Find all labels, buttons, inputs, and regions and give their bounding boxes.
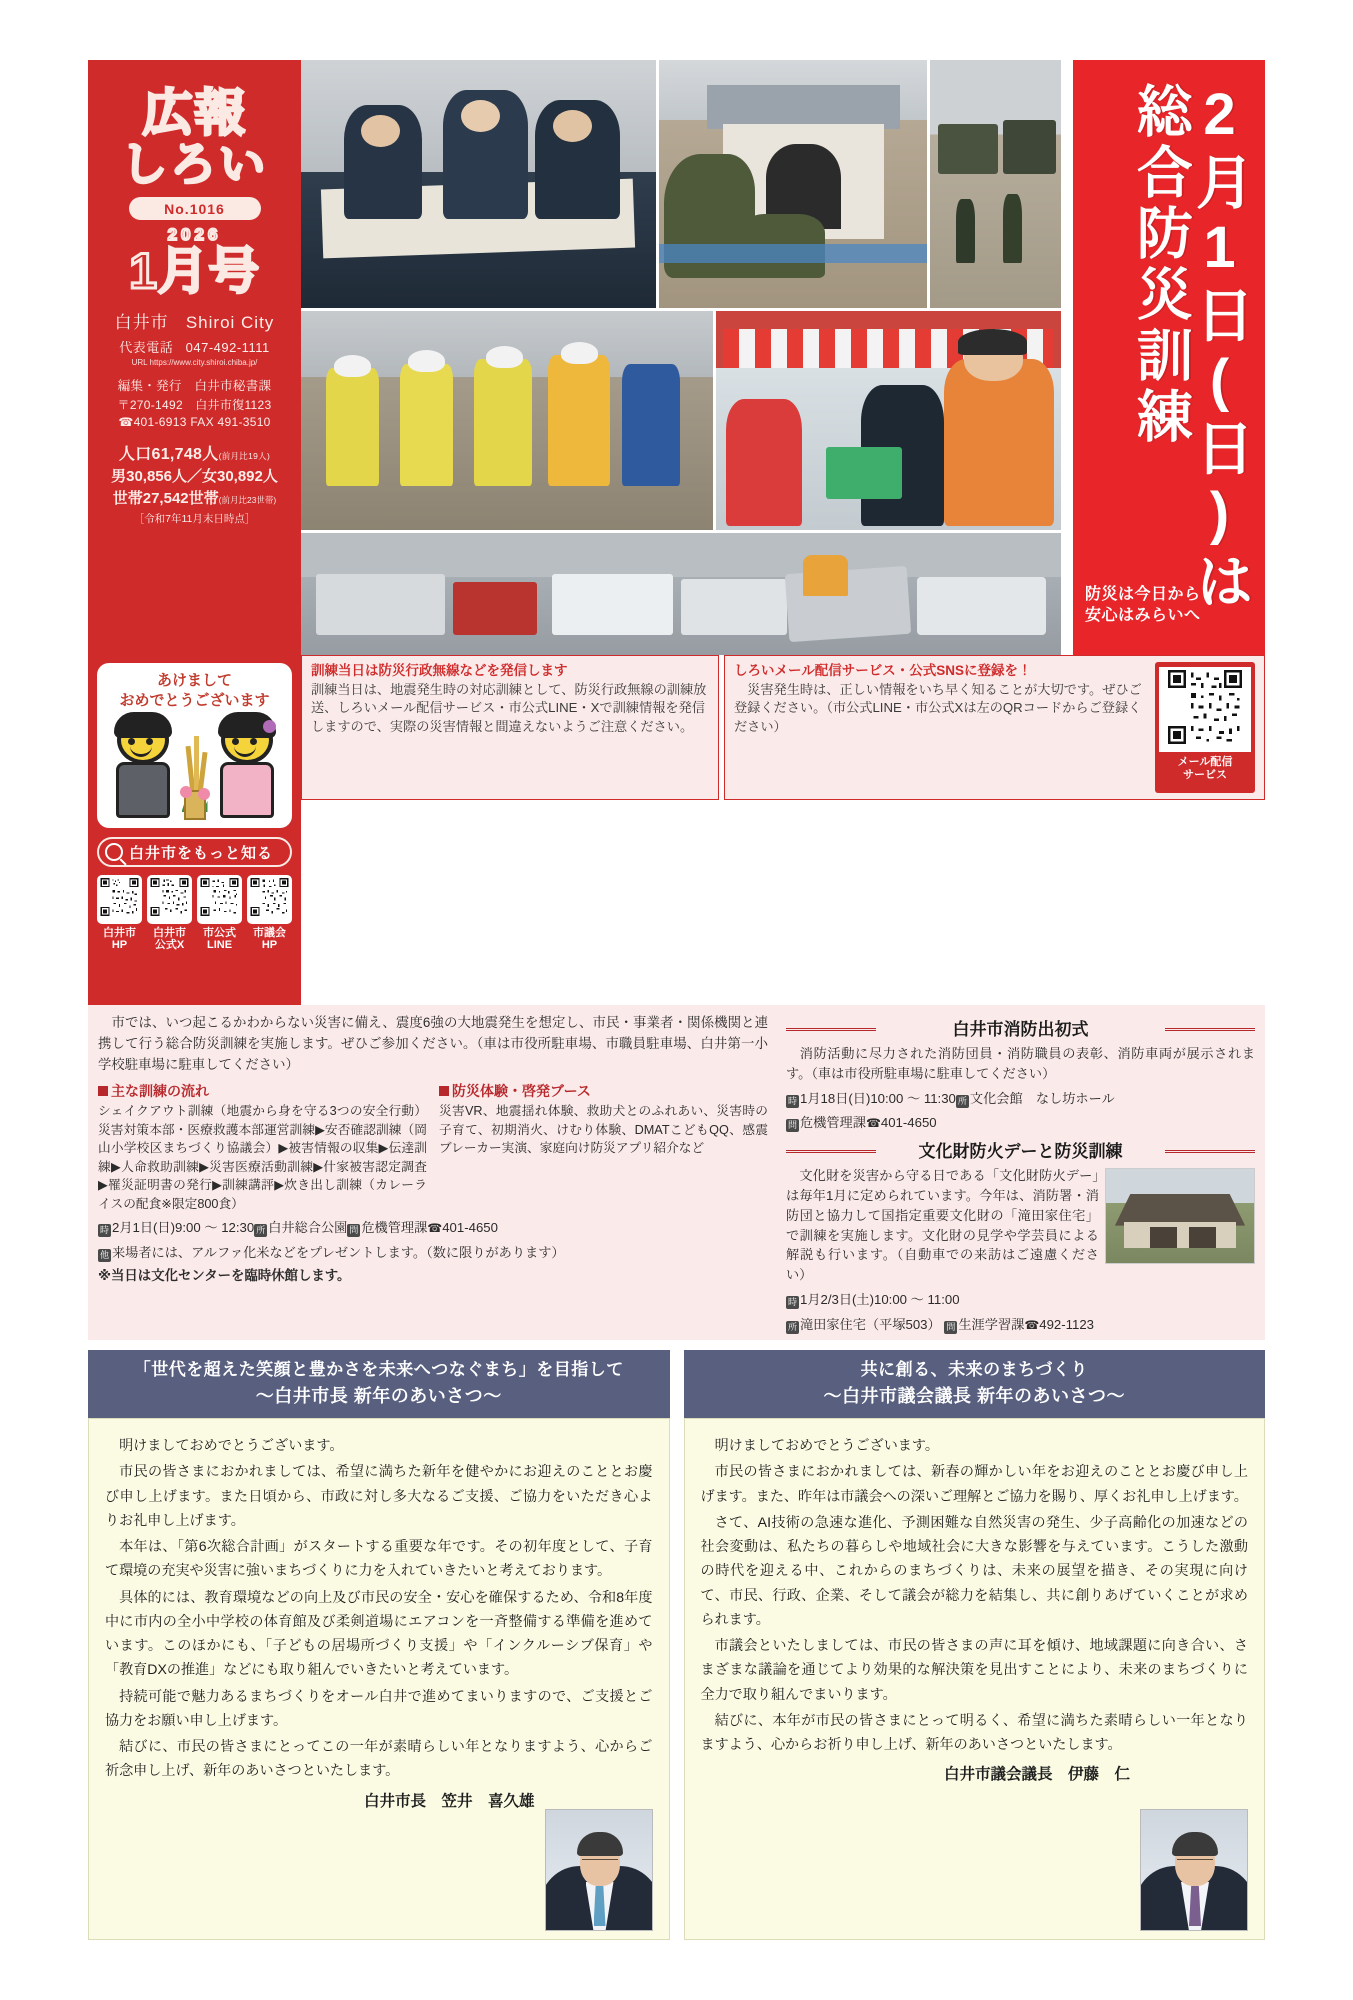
publisher-address: 〒270-1492 白井市復1123 <box>117 397 272 412</box>
drill-dept: 危機管理課 <box>361 1220 428 1236</box>
mayor-paragraph: 結びに、市民の皆さまにとってこの一年が素晴らしい年となりますよう、心からご祈念申し上げ、新年のあいさつといたします。 <box>105 1738 653 1779</box>
population-stats <box>98 441 291 526</box>
qr-svg <box>100 878 139 916</box>
contact-icon: 問 <box>787 1120 797 1131</box>
issue-year: 2026 <box>167 225 222 245</box>
drill-booth-heading-text: 防災体験・啓発ブース <box>452 1083 591 1100</box>
qr-code-icon[interactable] <box>147 875 192 924</box>
mayor-greeting-body <box>88 1418 670 1940</box>
city-name-jp: 白井市 <box>114 312 169 332</box>
cultural-drill-heading: 文化財防火デーと防災訓練 <box>786 1137 1255 1162</box>
cultural-drill-place: 滝田家住宅（平塚503） <box>800 1316 941 1332</box>
learn-more-search-bar[interactable] <box>97 837 292 867</box>
qr-label-line2: 公式X <box>154 939 185 952</box>
qr-label <box>97 927 142 952</box>
mascot-male-icon <box>112 716 174 820</box>
place-icon: 所 <box>787 1321 797 1332</box>
households-row <box>98 487 291 508</box>
qr-code-icon[interactable] <box>247 875 292 924</box>
headline-date-column: 2月1日(日)は <box>1187 82 1252 614</box>
mayor-portrait <box>545 1809 653 1931</box>
mail-qr-label-line2: サービス <box>1183 769 1227 782</box>
phone-icon: ☎ <box>865 1116 881 1131</box>
council-greeting-header <box>684 1350 1266 1418</box>
contact-icon: 問 <box>946 1321 956 1332</box>
info-box-radio-broadcast <box>301 655 719 800</box>
mayor-paragraph: 明けましておめでとうございます。 <box>119 1437 344 1454</box>
greeting-line2: おめでとうございます <box>119 691 270 709</box>
publisher-contact: ☎401-6913 FAX 491-3510 <box>118 414 271 429</box>
main-phone <box>98 337 291 356</box>
council-header-line2: ～白井市議会議長 新年のあいさつ～ <box>823 1385 1125 1406</box>
photo-collage <box>301 60 1061 655</box>
drill-booth-heading <box>439 1081 768 1101</box>
drill-closure-note: ※当日は文化センターを臨時休館します。 <box>98 1268 351 1284</box>
qr-label-line2: LINE <box>206 939 233 952</box>
headline-title-column: 総合防災訓練 <box>1129 82 1193 448</box>
main-phone-number: 047-492-1111 <box>185 339 270 355</box>
qr-label-line1: 白井市 <box>153 927 186 939</box>
mayor-signature: 白井市長 笠井 喜久雄 <box>363 1792 535 1810</box>
article-cultural-property-drill <box>786 1137 1255 1334</box>
qr-item-city-x[interactable] <box>147 875 192 952</box>
households-delta: (前月比23世帯) <box>218 494 277 505</box>
households-value: 27,542世帯 <box>142 489 219 507</box>
council-paragraph: 市民の皆さまにおかれましては、新春の輝かしい年をお迎えのこととお慶び申し上げます。また、昨年は市議会への深いご理解とご協力を賜り、厚くお礼申し上げます。 <box>700 1463 1248 1504</box>
drill-booth-text: 災害VR、地震揺れ体験、救助犬とのふれあい、災害時の子育て、初期消火、けむり体験、DMATこどもQQ、感震ブレーカー実演、家庭向け防災アプリ紹介など <box>439 1104 768 1156</box>
fire-ceremony-contact <box>786 1113 1255 1133</box>
publication-title-line2: しろい <box>121 138 268 190</box>
mail-qr-label <box>1159 756 1251 782</box>
mail-service-qr-block[interactable] <box>1155 662 1255 793</box>
drill-flow-text: シェイクアウト訓練（地震から身を守る3つの安全行動）災害対策本部・医療救護本部運営訓練▶安否確認訓練（岡山小学校区まちづくり協議会）▶被害情報の収集▶伝達訓練▶人命救助訓練▶災害医療活動訓練▶什家被害認定調査▶罹災証明書の発行▶訓練講評▶炊き出し訓練（カレーライスの配食※限定800食） <box>98 1104 427 1211</box>
info-box-mail-signup <box>724 655 1265 800</box>
qr-svg <box>150 878 189 916</box>
households-label: 世帯 <box>112 489 143 507</box>
fire-ceremony-dept: 危機管理課 <box>800 1115 866 1131</box>
publisher-line: 編集・発行 白井市秘書課 <box>117 378 272 393</box>
fire-ceremony-text: 消防活動に尽力された消防団員・消防職員の表彰、消防車両が展示されます。（車は市役所駐車場に駐車してください） <box>786 1046 1255 1081</box>
feature-headline-panel <box>1073 60 1265 655</box>
qr-item-council-hp[interactable] <box>247 875 292 952</box>
article-body <box>88 1005 1265 1340</box>
photo-vehicle-lineup <box>301 533 1061 655</box>
city-website-url[interactable]: URL https://www.city.shiroi.chiba.jp/ <box>131 357 258 367</box>
mayor-paragraph: 具体的には、教育環境などの向上及び市民の安全・安心を確保するため、令和8年度中に市内の全小中学校の体育館及び柔剣道場にエアコンを一斉整備する準備を進めています。このほかにも、「子どもの居場所づくり支援」や「インクルーシブ保育」や「教育DXの推進」などにも取り組んでいきたいと考えています。 <box>105 1588 653 1678</box>
bullet-square-icon <box>439 1086 449 1096</box>
council-paragraph: 市議会といたしましては、市民の皆さまの声に耳を傾け、地域課題に向き合い、さまざまな議論を通じてより効果的な解決策を見出すことにより、未来のまちづくりに全力で取り組んでまいります。 <box>700 1637 1248 1702</box>
headline-subtitle <box>1085 584 1201 627</box>
mayor-greeting <box>88 1350 670 1940</box>
qr-label-line1: 市議会 <box>253 927 286 939</box>
council-header-line1: 共に創る、未来のまちづくり <box>860 1360 1088 1379</box>
mayor-greeting-header <box>88 1350 670 1418</box>
place-icon: 所 <box>957 1095 967 1106</box>
council-greeting-body <box>684 1418 1266 1940</box>
city-name-en: Shiroi City <box>185 312 275 332</box>
council-signature: 白井市議会議長 伊藤 仁 <box>943 1766 1130 1784</box>
publication-title-line1: 広報 <box>142 85 247 141</box>
phone-icon: ☎ <box>1024 1317 1040 1332</box>
qr-code-row <box>97 875 292 952</box>
phone-icon: ☎ <box>427 1221 443 1236</box>
city-name <box>98 308 291 333</box>
mayor-paragraph: 市民の皆さまにおかれましては、希望に満ちた新年を健やかにお迎えのこととお慶び申し上げます。また日頃から、市政に対し多大なるご支援、ご協力をいただき心よりお礼申し上げます。 <box>105 1463 653 1528</box>
council-paragraph: 結びに、本年が市民の皆さまにとって明るく、希望に満ちた素晴らしい一年となりますよう、心からお祈り申し上げ、新年のあいさつといたします。 <box>700 1711 1248 1753</box>
mayor-paragraph: 持続可能で魅力あるまちづくりをオール白井で進めてまいりますので、ご支援とご協力をお願い申し上げます。 <box>105 1687 653 1728</box>
qr-label-line1: 白井市 <box>103 927 136 939</box>
qr-label-line1: 市公式 <box>203 927 236 939</box>
photo-aed-demonstration <box>716 311 1061 530</box>
mayor-header-line1: 「世代を超えた笑顔と豊かさを未来へつなぐまち」を目指して <box>133 1360 624 1379</box>
council-chair-portrait <box>1140 1809 1248 1931</box>
time-icon: 時 <box>787 1296 797 1307</box>
main-phone-label: 代表電話 <box>119 339 174 355</box>
new-year-greeting-card <box>97 663 292 828</box>
fire-ceremony-date: 1月18日(日)10:00 ～ 11:30 <box>800 1090 956 1106</box>
qr-label-line2: HP <box>261 939 278 952</box>
photo-field-vehicles <box>930 60 1061 308</box>
council-paragraph: さて、AI技術の急速な進化、予測困難な自然災害の発生、少子高齢化の加速などの社会変動は、私たちの暮らしや地域社会に大きな影響を与えています。こうした激動の時代を迎える中、これからのまちづくりは、未来の展望を描き、その実現に向けて、市民、行政、企業、そして議会が総力を結集し、共に創りあげていくことが求められます。 <box>700 1513 1248 1627</box>
masthead <box>88 60 301 655</box>
qr-item-city-line[interactable] <box>197 875 242 952</box>
fire-ceremony-tel: 401-4650 <box>880 1115 937 1131</box>
drill-subsections <box>98 1081 768 1213</box>
fire-ceremony-details <box>786 1089 1255 1109</box>
qr-svg <box>1162 670 1248 744</box>
photo-takita-house <box>1105 1168 1255 1264</box>
drill-flow-section <box>98 1081 427 1213</box>
stats-asof-date: ［令和7年11月末日時点］ <box>133 512 256 525</box>
qr-code-icon[interactable] <box>97 875 142 924</box>
cultural-drill-text: 文化財を災害から守る日である「文化財防火デー」は毎年1月に定められています。今年は、消防署・消防団と協力して国指定重要文化財の「滝田家住宅」で訓練を実施します。文化財の見学や学芸員による解説も行います。（自動車での来訪はご遠慮ください） <box>786 1168 1099 1283</box>
qr-label <box>197 927 242 952</box>
info-box-b-heading: しろいメール配信サービス・公式SNSに登録を！ <box>734 663 1032 678</box>
photo-map-briefing <box>301 60 656 308</box>
drill-schedule-line <box>98 1218 768 1238</box>
qr-code-icon[interactable] <box>1159 667 1251 752</box>
top-banner <box>88 60 1265 655</box>
drill-other-line <box>98 1243 768 1263</box>
headline-subtitle-line1: 防災は今日から <box>1085 585 1201 603</box>
cultural-drill-dept: 生涯学習課 <box>958 1316 1025 1332</box>
qr-label <box>147 927 192 952</box>
headline-subtitle-line2: 安心はみらいへ <box>1085 607 1201 625</box>
kadomatsu-icon <box>178 724 212 820</box>
qr-item-city-hp[interactable] <box>97 875 142 952</box>
mascot-illustration <box>103 712 286 820</box>
other-icon: 他 <box>99 1250 109 1261</box>
population-delta: (前月比19人) <box>218 450 271 461</box>
article-fire-ceremony <box>786 1015 1255 1133</box>
council-paragraph: 明けましておめでとうございます。 <box>714 1437 939 1454</box>
population-value: 61,748人 <box>151 445 219 463</box>
drill-lead-paragraph: 市では、いつ起こるかわからない災害に備え、震度6強の大地震発生を想定し、市民・事業者・関係機関と連携して行う総合防災訓練を実施します。ぜひご参加ください。（車は市役所駐車場、市職員駐車場、白井第一小学校駐車場に駐車してください） <box>98 1015 768 1072</box>
drill-flow-heading-text: 主な訓練の流れ <box>111 1083 209 1100</box>
council-chair-greeting <box>684 1350 1266 1940</box>
mayor-paragraph: 本年は、「第6次総合計画」がスタートする重要な年です。その初年度として、子育て環境の充実や災害に強いまちづくりに力を入れていきたいと考えております。 <box>105 1538 653 1579</box>
left-sidebar-panel <box>88 655 301 1015</box>
side-articles-column <box>778 1013 1255 1332</box>
info-box-b-text: 災害発生時は、正しい情報をいち早く知ることが大切です。ぜひご登録ください。（市公式LINE・市公式Xは左のQRコードからご登録ください） <box>734 681 1142 735</box>
photo-collapsed-house-rescue <box>659 60 927 308</box>
issue-number-badge: No.1016 <box>129 197 261 220</box>
fire-ceremony-heading: 白井市消防出初式 <box>786 1015 1255 1040</box>
fire-ceremony-place: 文化会館 なし坊ホール <box>969 1090 1115 1106</box>
mayor-header-line2: ～白井市長 新年のあいさつ～ <box>255 1385 502 1406</box>
drill-date: 2月1日(日)9:00 ～ 12:30 <box>112 1220 255 1236</box>
drill-article-column <box>98 1013 768 1332</box>
qr-svg <box>250 878 289 916</box>
population-row <box>98 441 291 464</box>
time-icon: 時 <box>787 1095 797 1106</box>
cultural-drill-tel: 492-1123 <box>1039 1316 1095 1332</box>
drill-tel: 401-4650 <box>442 1220 498 1236</box>
drill-flow-heading <box>98 1081 427 1101</box>
info-box-a-heading: 訓練当日は防災行政無線などを発信します <box>311 663 568 678</box>
photo-drill-participants <box>301 311 713 530</box>
drill-booth-section <box>439 1081 768 1213</box>
contact-icon: 問 <box>349 1225 359 1236</box>
time-icon: 時 <box>99 1225 109 1236</box>
qr-code-icon[interactable] <box>197 875 242 924</box>
search-bar-label: 白井市をもっと知る <box>129 844 274 862</box>
place-icon: 所 <box>256 1225 266 1236</box>
mail-qr-label-line1: メール配信 <box>1177 756 1233 768</box>
mascot-female-icon <box>216 716 278 820</box>
cultural-drill-date: 1月2/3日(土)10:00 ～ 11:00 <box>800 1291 960 1307</box>
greeting-line1: あけまして <box>156 672 232 689</box>
gender-split: 男30,856人／女30,892人 <box>111 467 278 485</box>
qr-label-line2: HP <box>111 939 128 952</box>
issue-month: 1月号 <box>129 243 260 300</box>
new-year-greetings <box>88 1350 1265 1940</box>
population-label: 人口 <box>118 445 152 463</box>
drill-place: 白井総合公園 <box>268 1220 348 1236</box>
qr-svg <box>200 878 239 916</box>
drill-other-text: 来場者には、アルファ化米などをプレゼントします。（数に限りがあります） <box>112 1245 565 1261</box>
cultural-drill-details <box>786 1290 1255 1310</box>
bullet-square-icon <box>98 1086 108 1096</box>
info-box-a-text: 訓練当日は、地震発生時の対応訓練として、防災行政無線の訓練放送、しろいメール配信サービス・市公式LINE・Xで訓練情報を発信しますので、実際の災害情報と間違えないようご注意ください。 <box>311 681 707 735</box>
search-icon <box>105 843 123 861</box>
info-banner-row <box>301 655 1265 800</box>
cultural-drill-contact <box>786 1315 1255 1335</box>
qr-label <box>247 927 292 952</box>
